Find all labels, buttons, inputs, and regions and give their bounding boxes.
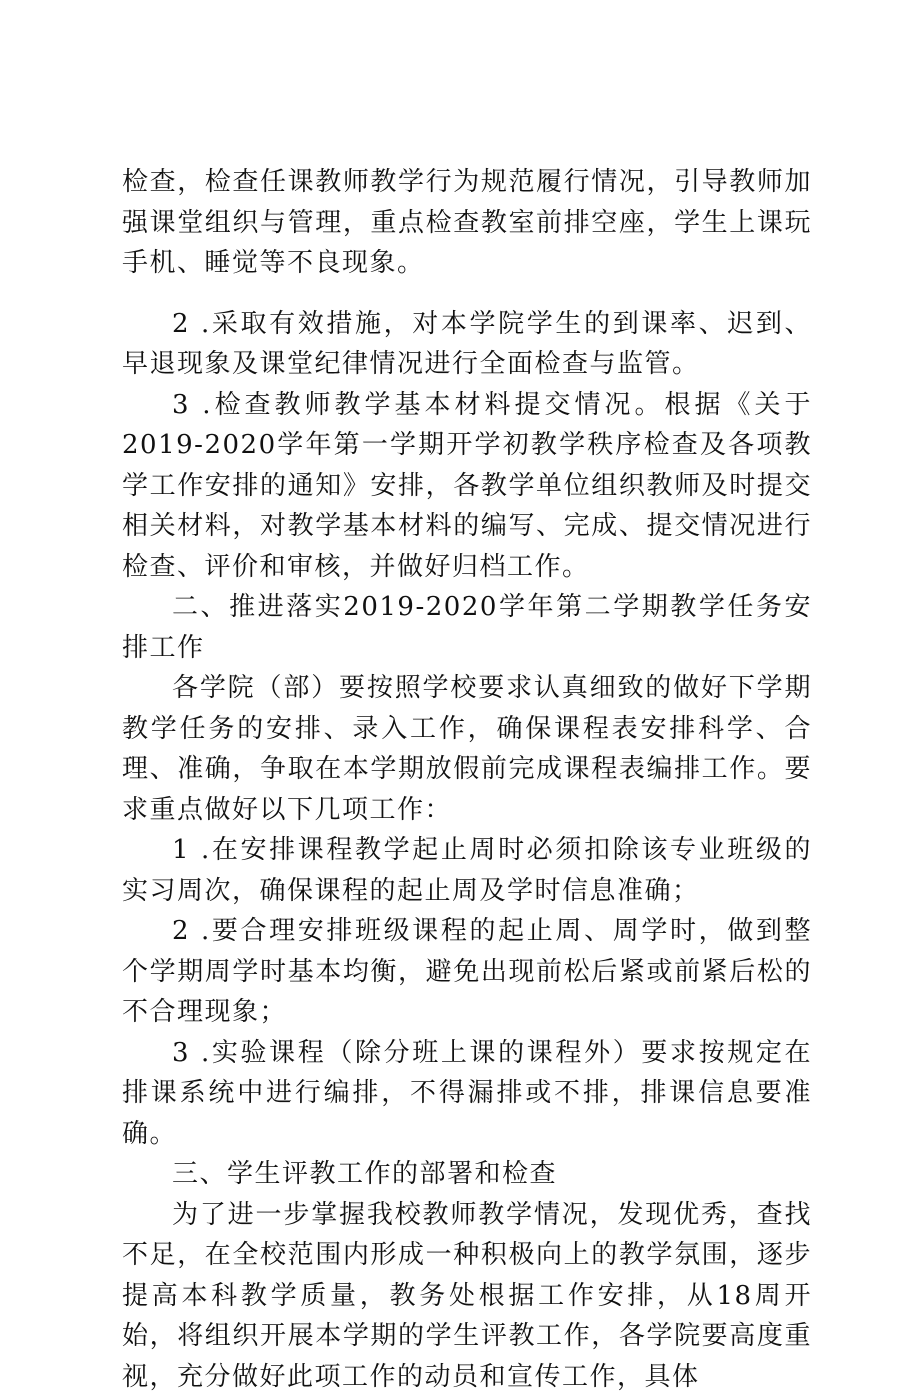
paragraph-student-evaluation: 为了进一步掌握我校教师教学情况，发现优秀，查找不足，在全校范围内形成一种积极向上的教学氛围，逐步提高本科教学质量，教务处根据工作安排，从18周开始，将组织开展本学期的学生评教工作，各学院要高度重视，充分做好此项工作的动员和宣传工作，具体	[122, 1195, 812, 1397]
paragraph-task-arrangement: 各学院（部）要按照学校要求认真细致的做好下学期教学任务的安排、录入工作，确保课程表安排科学、合理、准确，争取在本学期放假前完成课程表编排工作。要求重点做好以下几项工作：	[122, 668, 812, 830]
paragraph-item-3-materials: 3 .检查教师教学基本材料提交情况。根据《关于2019-2020学年第一学期开学初教学秩序检查及各项教学工作安排的通知》安排，各教学单位组织教师及时提交相关材料，对教学基本材料的编写、完成、提交情况进行检查、评价和审核，并做好归档工作。	[122, 385, 812, 588]
paragraph-inspection-continued: 检查，检查任课教师教学行为规范履行情况，引导教师加强课堂组织与管理，重点检查教室前排空座，学生上课玩手机、睡觉等不良现象。	[122, 162, 812, 284]
paragraph-item-2-attendance: 2 .采取有效措施，对本学院学生的到课率、迟到、早退现象及课堂纪律情况进行全面检查与监管。	[122, 304, 812, 385]
paragraph-item-3-lab-courses: 3 .实验课程（除分班上课的课程外）要求按规定在排课系统中进行编排，不得漏排或不排，排课信息要准确。	[122, 1033, 812, 1155]
section-heading-2: 二、推进落实2019-2020学年第二学期教学任务安排工作	[122, 587, 812, 668]
section-heading-3: 三、学生评教工作的部署和检查	[122, 1154, 812, 1195]
paragraph-item-1-weeks: 1 .在安排课程教学起止周时必须扣除该专业班级的实习周次，确保课程的起止周及学时信息准确；	[122, 830, 812, 911]
paragraph-item-2-balance: 2 .要合理安排班级课程的起止周、周学时，做到整个学期周学时基本均衡，避免出现前松后紧或前紧后松的不合理现象；	[122, 911, 812, 1033]
document-body	[122, 162, 812, 1397]
